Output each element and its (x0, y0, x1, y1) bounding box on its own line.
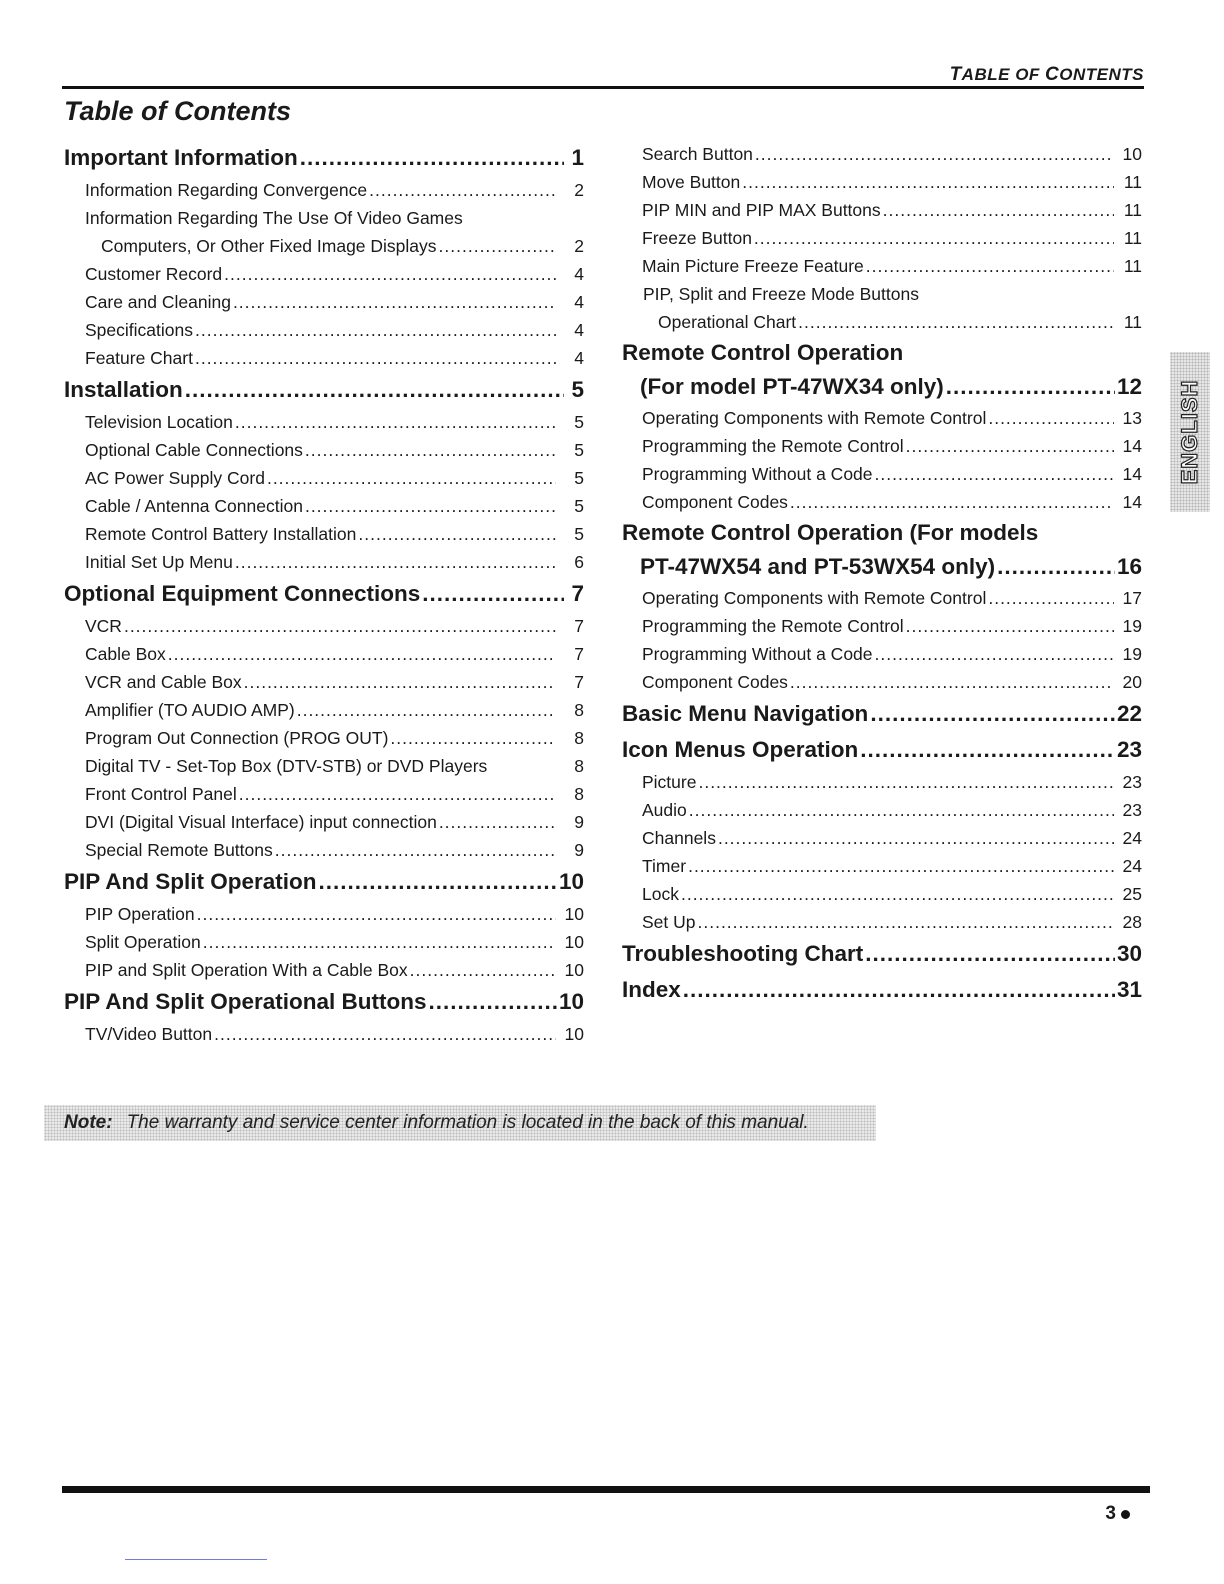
toc-item-label: PIP MIN and PIP MAX Buttons (642, 200, 881, 220)
toc-item-label: Programming Without a Code (642, 464, 873, 484)
dot-leader (698, 908, 1115, 936)
toc-item-page: 9 (574, 812, 584, 832)
toc-item[interactable] (64, 1020, 584, 1048)
toc-item[interactable] (64, 668, 584, 696)
toc-section-page: 5 (571, 377, 584, 402)
toc-item[interactable] (64, 612, 584, 640)
toc-item[interactable] (64, 724, 584, 752)
toc-item-label: Special Remote Buttons (85, 840, 273, 860)
dot-leader (214, 1020, 556, 1048)
toc-item-page: 7 (574, 672, 584, 692)
toc-item-page: 20 (1122, 672, 1142, 692)
toc-item-label: Television Location (85, 412, 233, 432)
toc-section-label: Icon Menus Operation (622, 737, 859, 762)
toc-item-page: 14 (1122, 492, 1142, 512)
toc-item-label: Picture (642, 772, 697, 792)
toc-section-label: Important Information (64, 145, 298, 170)
dot-leader (439, 808, 556, 836)
toc-section-label: PIP And Split Operation (64, 869, 317, 894)
toc-item[interactable] (64, 696, 584, 724)
toc-item[interactable] (622, 432, 1142, 460)
toc-section-page: 10 (558, 869, 584, 894)
dot-leader (390, 724, 556, 752)
toc-item-label: Channels (642, 828, 716, 848)
toc-item-label: Lock (642, 884, 679, 904)
footer-rule (62, 1486, 1150, 1493)
toc-item[interactable] (64, 900, 584, 928)
toc-item-page: 5 (574, 524, 584, 544)
toc-item[interactable] (622, 668, 1142, 696)
toc-section-page: 16 (1116, 554, 1142, 579)
toc-item-label: Freeze Button (642, 228, 752, 248)
toc-item-page: 4 (574, 264, 584, 284)
toc-section-page: 23 (1116, 737, 1142, 762)
toc-item-label: Operating Components with Remote Control (642, 408, 987, 428)
toc-item[interactable] (622, 612, 1142, 640)
toc-item-label: Customer Record (85, 264, 223, 284)
dot-leader (790, 668, 1114, 696)
toc-item-page: 24 (1122, 856, 1142, 876)
toc-item-page: 9 (574, 840, 584, 860)
toc-item[interactable] (622, 196, 1142, 224)
toc-item[interactable] (64, 492, 584, 520)
dot-leader (742, 168, 1114, 196)
toc-item-page: 11 (1123, 228, 1142, 248)
dot-leader (870, 696, 1115, 732)
toc-section-label: Index (622, 977, 681, 1002)
toc-item-page: 13 (1122, 408, 1142, 428)
toc-item-label: Audio (642, 800, 687, 820)
toc-section-label: (For model PT-47WX34 only) (640, 374, 944, 399)
toc-item-label: PIP Operation (85, 904, 195, 924)
toc-item[interactable] (622, 796, 1142, 824)
toc-item-label-line: PIP, Split and Freeze Mode Buttons (643, 284, 919, 304)
dot-leader (798, 308, 1114, 336)
toc-item-label: Cable / Antenna Connection (85, 496, 303, 516)
toc-item-page: 5 (574, 440, 584, 460)
toc-section-page: 31 (1116, 977, 1142, 1002)
dot-leader (124, 612, 556, 640)
toc-item[interactable] (622, 488, 1142, 516)
dot-leader (203, 928, 556, 956)
toc-item-label: Cable Box (85, 644, 166, 664)
toc-item[interactable] (64, 808, 584, 836)
dot-leader (946, 370, 1115, 404)
toc-item-page: 11 (1123, 200, 1142, 220)
toc-item-label: Timer (642, 856, 687, 876)
toc-section-label: Basic Menu Navigation (622, 701, 869, 726)
toc-item-page: 2 (574, 236, 584, 256)
toc-item-label: DVI (Digital Visual Interface) input connection (85, 812, 437, 832)
dot-leader (988, 404, 1114, 432)
dot-leader (754, 224, 1114, 252)
toc-item[interactable] (64, 408, 584, 436)
toc-item-label: Component Codes (642, 672, 788, 692)
toc-item-label: Care and Cleaning (85, 292, 231, 312)
page-number: 3 (1105, 1503, 1116, 1524)
toc-item-page: 17 (1122, 588, 1142, 608)
dot-leader (875, 460, 1114, 488)
dot-leader (297, 696, 556, 724)
toc-item-page: 7 (574, 644, 584, 664)
dot-leader (688, 852, 1114, 880)
dot-leader (410, 956, 556, 984)
toc-item[interactable] (64, 260, 584, 288)
toc-section[interactable] (64, 372, 584, 408)
toc-item-page: 5 (574, 496, 584, 516)
toc-item[interactable] (64, 464, 584, 492)
toc-section-page: 10 (558, 989, 584, 1014)
toc-item-label: Feature Chart (85, 348, 193, 368)
toc-item-label: Front Control Panel (85, 784, 237, 804)
toc-right-column (622, 140, 1142, 1008)
toc-item-label: Amplifier (TO AUDIO AMP) (85, 700, 295, 720)
toc-item-label: Set Up (642, 912, 696, 932)
language-tab-label: ENGLISH (1177, 379, 1202, 485)
toc-item[interactable] (64, 436, 584, 464)
note-text: The warranty and service center information is located in the back of this manual. (126, 1112, 809, 1133)
toc-item-page: 4 (574, 348, 584, 368)
toc-section[interactable] (64, 864, 584, 900)
toc-item[interactable] (64, 344, 584, 372)
dot-leader (718, 824, 1114, 852)
toc-section-page: 1 (571, 145, 584, 170)
toc-item[interactable] (64, 928, 584, 956)
toc-section[interactable] (622, 972, 1142, 1008)
toc-item[interactable] (64, 176, 584, 204)
toc-item-label: Programming the Remote Control (642, 436, 904, 456)
dot-leader (233, 288, 556, 316)
running-header-word: CONTENTS (1045, 64, 1144, 85)
dot-leader (305, 492, 556, 520)
toc-item-label: Split Operation (85, 932, 201, 952)
toc-item[interactable] (622, 140, 1142, 168)
dot-leader (866, 252, 1114, 280)
toc-item-label: VCR and Cable Box (85, 672, 242, 692)
toc-section[interactable] (64, 984, 584, 1020)
toc-item-page: 4 (574, 320, 584, 340)
toc-section-label: Installation (64, 377, 183, 402)
toc-item-page: 11 (1123, 172, 1142, 192)
toc-item-label: Computers, Or Other Fixed Image Displays (101, 236, 437, 256)
toc-item-label: Programming Without a Code (642, 644, 873, 664)
toc-item-page: 25 (1122, 884, 1142, 904)
toc-item[interactable] (622, 308, 1142, 336)
toc-section-label-line: Remote Control Operation (622, 340, 904, 365)
dot-leader (239, 780, 556, 808)
dot-leader (755, 140, 1114, 168)
toc-item[interactable] (64, 640, 584, 668)
toc-item[interactable] (622, 908, 1142, 936)
toc-section-page: 22 (1116, 701, 1142, 726)
toc-item-page: 28 (1122, 912, 1142, 932)
dot-leader (906, 432, 1114, 460)
toc-item-label: Specifications (85, 320, 193, 340)
toc-section-page: 12 (1116, 374, 1142, 399)
dot-leader (224, 260, 556, 288)
toc-item-label: Digital TV - Set-Top Box (DTV-STB) or DVD Players (85, 756, 488, 776)
toc-section-label: PT-47WX54 and PT-53WX54 only) (640, 554, 996, 579)
toc-item[interactable] (64, 836, 584, 864)
bullet-icon (1121, 1510, 1130, 1519)
header-rule (62, 86, 1144, 89)
toc-item[interactable] (622, 880, 1142, 908)
toc-item-label: Main Picture Freeze Feature (642, 256, 864, 276)
toc-item-label: Programming the Remote Control (642, 616, 904, 636)
toc-item[interactable] (64, 232, 584, 260)
dot-leader (319, 864, 557, 900)
toc-item[interactable] (64, 752, 584, 780)
toc-item-label: VCR (85, 616, 122, 636)
toc-item-page: 10 (564, 932, 584, 952)
toc-item[interactable] (622, 584, 1142, 612)
dot-leader (422, 576, 564, 612)
toc-item-label: Operating Components with Remote Control (642, 588, 987, 608)
toc-item-page: 10 (564, 1024, 584, 1044)
toc-item-page: 14 (1122, 436, 1142, 456)
link-underline (125, 1559, 267, 1560)
toc-item-label: TV/Video Button (85, 1024, 213, 1044)
toc-section[interactable] (622, 696, 1142, 732)
toc-item-page: 23 (1122, 772, 1142, 792)
toc-item[interactable] (64, 520, 584, 548)
toc-item-page: 4 (574, 292, 584, 312)
toc-item-page: 24 (1122, 828, 1142, 848)
toc-section[interactable] (64, 576, 584, 612)
toc-section[interactable] (622, 936, 1142, 972)
dot-leader (195, 316, 556, 344)
toc-item-page: 5 (574, 468, 584, 488)
running-header (950, 64, 1144, 86)
toc-item-page: 8 (574, 700, 584, 720)
toc-item[interactable] (64, 956, 584, 984)
dot-leader (689, 796, 1114, 824)
toc-item-page: 8 (574, 728, 584, 748)
toc-item-label: AC Power Supply Cord (85, 468, 265, 488)
toc-item[interactable] (622, 852, 1142, 880)
toc-section-page: 7 (571, 581, 584, 606)
toc-item-label: Move Button (642, 172, 741, 192)
language-tab (1170, 352, 1210, 512)
dot-leader (235, 408, 556, 436)
dot-leader (790, 488, 1114, 516)
toc-item[interactable] (622, 824, 1142, 852)
dot-leader (997, 550, 1115, 584)
toc-item-label: Operational Chart (658, 312, 797, 332)
dot-leader (439, 232, 556, 260)
note-banner (44, 1105, 876, 1141)
toc-left-column (64, 140, 584, 1048)
toc-item[interactable] (622, 404, 1142, 432)
dot-leader (300, 140, 564, 176)
toc-section[interactable] (622, 370, 1142, 404)
toc-item[interactable] (622, 640, 1142, 668)
running-header-word: TABLE (949, 64, 1010, 85)
running-header-word: OF (1015, 65, 1040, 84)
toc-section-page: 30 (1116, 941, 1142, 966)
toc-section-label-line: Remote Control Operation (For models (622, 520, 1039, 545)
toc-section[interactable] (64, 140, 584, 176)
dot-leader (429, 984, 557, 1020)
toc-item-page: 5 (574, 412, 584, 432)
toc-item[interactable] (64, 548, 584, 576)
dot-leader (185, 372, 564, 408)
toc-item-label: Initial Set Up Menu (85, 552, 233, 572)
toc-item-label: Optional Cable Connections (85, 440, 303, 460)
toc-item-page: 6 (574, 552, 584, 572)
toc-item-page: 11 (1123, 256, 1142, 276)
toc-item-page: 19 (1122, 616, 1142, 636)
toc-section-label: Optional Equipment Connections (64, 581, 421, 606)
toc-item-page: 8 (574, 784, 584, 804)
toc-item-page: 2 (574, 180, 584, 200)
dot-leader (988, 584, 1114, 612)
toc-item-page: 7 (574, 616, 584, 636)
dot-leader (267, 464, 556, 492)
toc-item[interactable] (64, 780, 584, 808)
dot-leader (195, 344, 556, 372)
toc-item-page: 10 (564, 960, 584, 980)
page-title: Table of Contents (64, 96, 291, 126)
toc-section[interactable] (622, 550, 1142, 584)
toc-item-label-line: Information Regarding The Use Of Video Games (85, 208, 463, 228)
toc-item-page: 10 (564, 904, 584, 924)
dot-leader (875, 640, 1114, 668)
dot-leader (860, 732, 1115, 768)
toc-item-label: Program Out Connection (PROG OUT) (85, 728, 389, 748)
toc-section-label: PIP And Split Operational Buttons (64, 989, 427, 1014)
toc-item-page: 11 (1123, 312, 1142, 332)
toc-item[interactable] (622, 224, 1142, 252)
toc-section[interactable] (622, 732, 1142, 768)
dot-leader (235, 548, 556, 576)
dot-leader (369, 176, 556, 204)
dot-leader (683, 972, 1115, 1008)
dot-leader (244, 668, 556, 696)
dot-leader (305, 436, 556, 464)
toc-item-page: 23 (1122, 800, 1142, 820)
toc-item-page: 14 (1122, 464, 1142, 484)
toc-item-label: PIP and Split Operation With a Cable Box (85, 960, 408, 980)
dot-leader (197, 900, 556, 928)
toc-section-label: Troubleshooting Chart (622, 941, 864, 966)
toc-item-label: Component Codes (642, 492, 788, 512)
toc-item[interactable] (622, 252, 1142, 280)
dot-leader (168, 640, 556, 668)
toc-item[interactable] (64, 316, 584, 344)
toc-item[interactable] (622, 768, 1142, 796)
toc-item-label: Remote Control Battery Installation (85, 524, 357, 544)
toc-item[interactable] (64, 288, 584, 316)
dot-leader (906, 612, 1114, 640)
dot-leader (865, 936, 1115, 972)
dot-leader (883, 196, 1114, 224)
toc-item-page: 10 (1122, 144, 1142, 164)
dot-leader (358, 520, 556, 548)
toc-item-page: 19 (1122, 644, 1142, 664)
toc-item-label: Search Button (642, 144, 753, 164)
note-label: Note: (64, 1112, 113, 1133)
toc-item-page: 8 (574, 756, 584, 776)
dot-leader (275, 836, 556, 864)
toc-item-label: Information Regarding Convergence (85, 180, 368, 200)
toc-item[interactable] (622, 460, 1142, 488)
toc-item[interactable] (622, 168, 1142, 196)
dot-leader (698, 768, 1114, 796)
dot-leader (681, 880, 1114, 908)
